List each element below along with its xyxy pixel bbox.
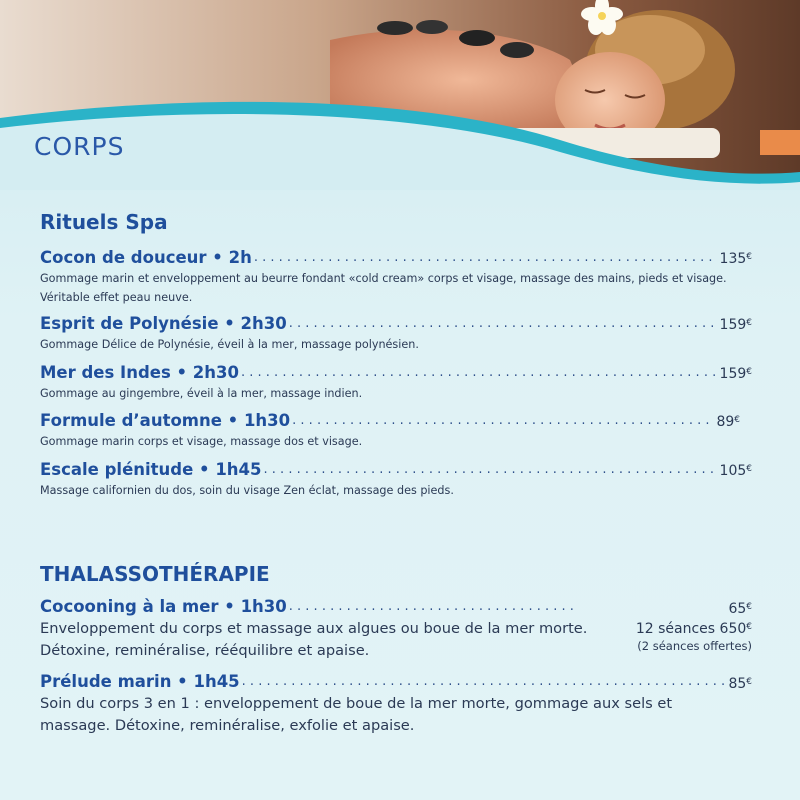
item-prices	[728, 672, 752, 694]
item-price: 85€	[728, 676, 752, 692]
item-package-price: 12 séances 650€	[635, 621, 752, 637]
list-item	[40, 314, 752, 354]
list-item	[40, 248, 752, 307]
item-prices	[636, 597, 752, 653]
item-name: Prélude marin • 1h45	[40, 672, 240, 691]
item-price: 135€	[719, 251, 752, 267]
header-photo	[0, 0, 800, 190]
list-item	[40, 363, 752, 403]
item-description: Gommage Délice de Polynésie, éveil à la mer, massage polynésien.	[40, 338, 419, 351]
leader-dots	[242, 674, 726, 690]
leader-dots	[264, 462, 716, 478]
item-name: Cocon de douceur • 2h	[40, 248, 252, 267]
spa-photo-illustration	[0, 0, 800, 190]
leader-dots	[254, 250, 716, 266]
item-description: Gommage marin corps et visage, massage dos et visage.	[40, 435, 363, 448]
item-description: Massage californien du dos, soin du visage Zen éclat, massage des pieds.	[40, 484, 454, 497]
item-price: 159€	[719, 366, 752, 382]
item-name: Cocooning à la mer • 1h30	[40, 597, 287, 616]
item-price: 105€	[719, 463, 752, 479]
item-name: Esprit de Polynésie • 2h30	[40, 314, 287, 333]
item-price: 65€	[728, 601, 752, 617]
item-description: Enveloppement du corps et massage aux algues ou boue de la mer morte. Détoxine, reminéralise, rééquilibre et apaise.	[40, 620, 588, 659]
leader-dots	[289, 316, 716, 332]
list-item	[40, 597, 752, 662]
list-item	[40, 672, 752, 737]
item-name: Escale plénitude • 1h45	[40, 460, 262, 479]
leader-dots	[289, 599, 576, 615]
item-price: 159€	[719, 317, 752, 333]
category-heading-rituels: Rituels Spa	[40, 210, 168, 234]
page-title: CORPS	[34, 132, 125, 161]
item-description: Gommage marin et enveloppement au beurre fondant «cold cream» corps et visage, massage des mains, pieds et visage. Véritable effet peau neuve.	[40, 272, 727, 304]
item-name: Mer des Indes • 2h30	[40, 363, 239, 382]
list-item	[40, 460, 752, 500]
item-name: Formule d’automne • 1h30	[40, 411, 291, 430]
item-description: Gommage au gingembre, éveil à la mer, massage indien.	[40, 387, 363, 400]
category-heading-thalasso: THALASSOTHÉRAPIE	[40, 562, 270, 586]
leader-dots	[292, 413, 712, 429]
item-package-note: (2 séances offertes)	[637, 639, 752, 653]
list-item	[40, 411, 752, 451]
leader-dots	[241, 365, 716, 381]
item-price: 89€	[716, 414, 740, 430]
item-description: Soin du corps 3 en 1 : enveloppement de boue de la mer morte, gommage aux sels et massage. Détoxine, reminéralise, exfolie et apaise.	[40, 695, 673, 734]
